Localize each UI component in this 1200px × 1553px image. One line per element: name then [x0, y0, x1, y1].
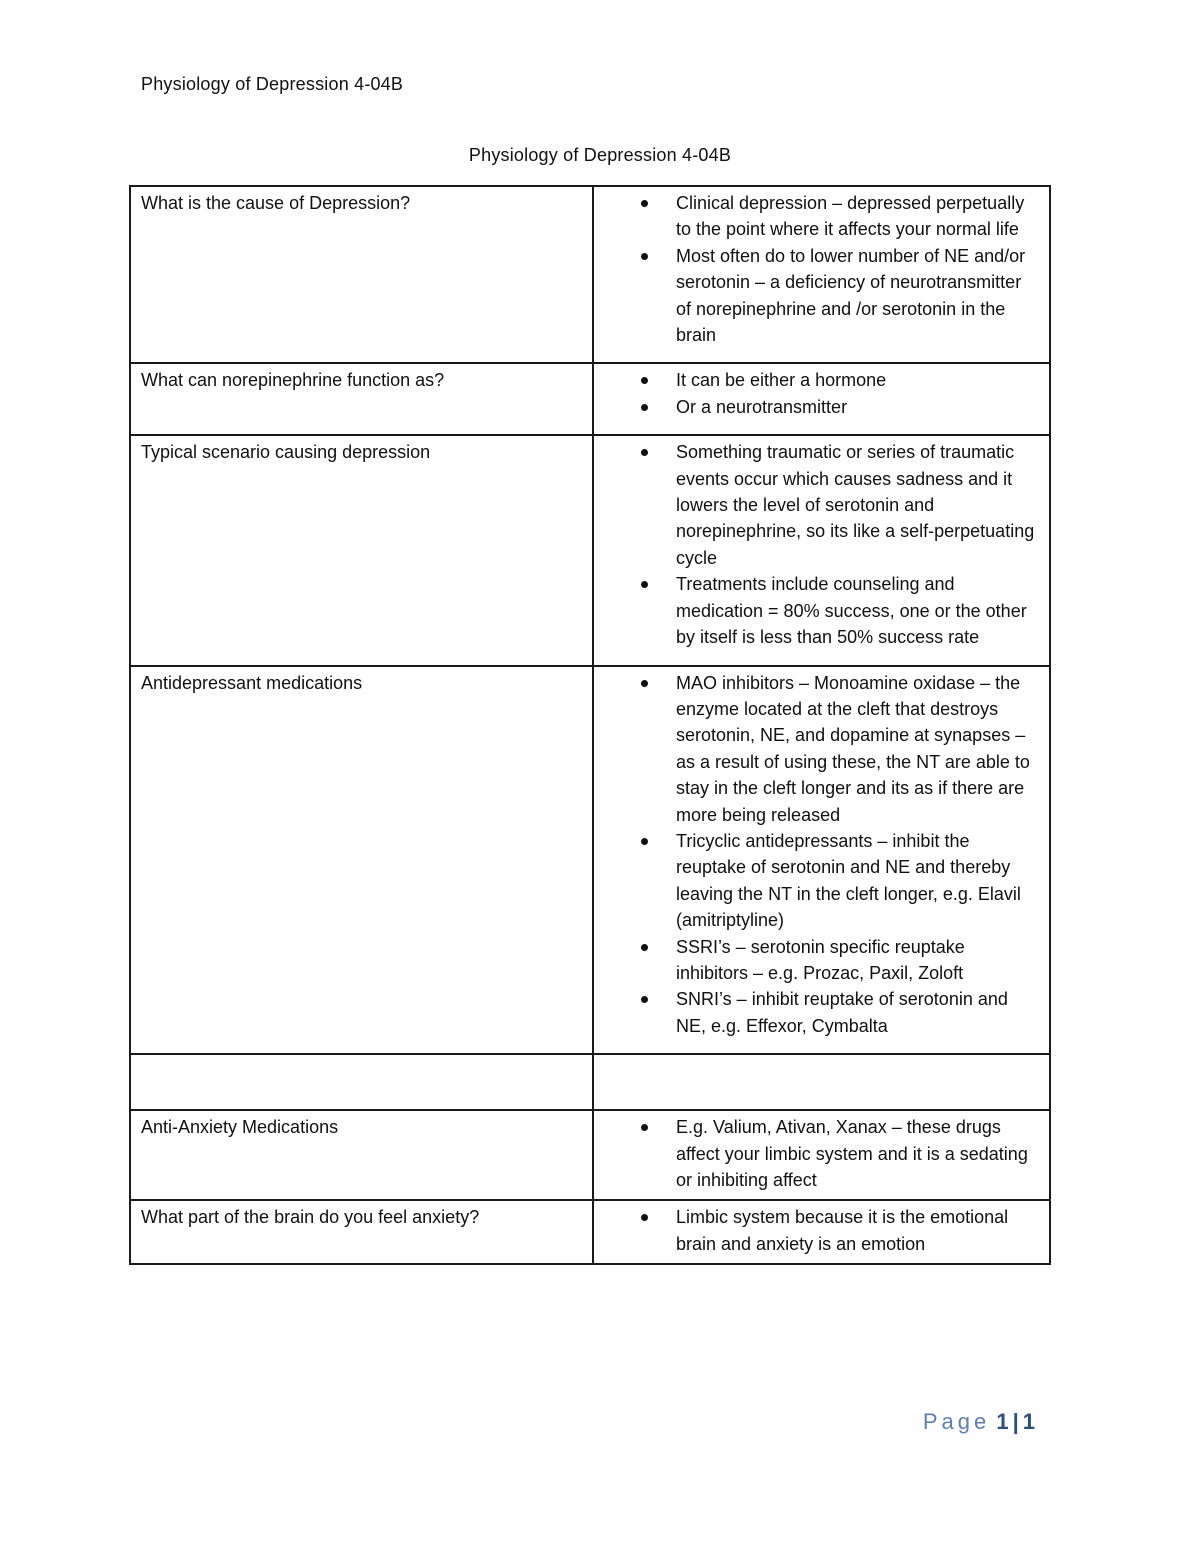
list-item	[594, 670, 1041, 828]
qa-table	[129, 185, 1051, 1265]
list-item	[594, 367, 1041, 393]
answer-text: SSRI’s – serotonin specific reuptake inhibitors – e.g. Prozac, Paxil, Zoloft	[676, 936, 965, 983]
answer-text: Clinical depression – depressed perpetually to the point where it affects your normal life	[676, 193, 1025, 240]
bullet-icon	[641, 404, 648, 411]
question-cell: Anti-Anxiety Medications	[130, 1110, 593, 1200]
bullet-icon	[641, 377, 648, 384]
bullet-icon	[641, 838, 648, 845]
list-item	[594, 190, 1041, 243]
answer-list	[594, 367, 1041, 420]
answer-text: Something traumatic or series of traumatic events occur which causes sadness and it lowers the level of serotonin and norepinephrine, so its like a self-perpetuating cycle	[676, 442, 1035, 568]
answer-text: Most often do to lower number of NE and/or serotonin – a deficiency of neurotransmitter of norepinephrine and /or serotonin in the brain	[676, 245, 1026, 346]
answer-list	[594, 190, 1041, 348]
answer-text: Limbic system because it is the emotional brain and anxiety is an emotion	[676, 1207, 1009, 1254]
current-page-number: 1	[996, 1409, 1009, 1434]
question-cell	[130, 1054, 593, 1110]
answer-list	[594, 1114, 1041, 1193]
list-item	[594, 1114, 1041, 1193]
question-cell: Antidepressant medications	[130, 666, 593, 1055]
page-footer	[923, 1409, 1035, 1435]
answer-list	[594, 439, 1041, 650]
total-pages-number: 1	[1022, 1409, 1035, 1434]
bullet-icon	[641, 1124, 648, 1131]
list-item	[594, 1204, 1041, 1257]
answer-cell	[593, 1054, 1050, 1110]
answer-cell	[593, 1110, 1050, 1200]
answer-text: Or a neurotransmitter	[676, 396, 848, 417]
bullet-icon	[641, 200, 648, 207]
question-cell: What part of the brain do you feel anxiety?	[130, 1200, 593, 1264]
answer-cell	[593, 1200, 1050, 1264]
table-row	[130, 1200, 1050, 1264]
question-cell: Typical scenario causing depression	[130, 435, 593, 665]
bullet-icon	[641, 581, 648, 588]
table-row	[130, 363, 1050, 435]
list-item	[594, 828, 1041, 934]
bullet-icon	[641, 253, 648, 260]
document-title: Physiology of Depression 4-04B	[468, 145, 732, 165]
answer-text: MAO inhibitors – Monoamine oxidase – the enzyme located at the cleft that destroys serotonin, NE, and dopamine at synapses – as a result of using these, the NT are able to stay in the cleft longer and its as if there are more being released	[676, 672, 1030, 825]
bullet-icon	[641, 449, 648, 456]
list-item	[594, 986, 1041, 1039]
table-row-empty	[130, 1054, 1050, 1110]
answer-list	[594, 1204, 1041, 1257]
answer-cell	[593, 666, 1050, 1055]
running-header: Physiology of Depression 4-04B	[141, 74, 404, 94]
list-item	[594, 934, 1041, 987]
answer-cell	[593, 363, 1050, 435]
bullet-icon	[641, 996, 648, 1003]
page-label: Page	[922, 1409, 991, 1434]
question-cell: What is the cause of Depression?	[130, 186, 593, 363]
answer-cell	[593, 186, 1050, 363]
page-separator: |	[1012, 1409, 1019, 1434]
answer-text: Treatments include counseling and medication = 80% success, one or the other by itself is less than 50% success rate	[676, 574, 1027, 648]
list-item	[594, 243, 1041, 349]
answer-cell	[593, 435, 1050, 665]
answer-text: E.g. Valium, Ativan, Xanax – these drugs affect your limbic system and it is a sedating or inhibiting affect	[676, 1117, 1028, 1190]
answer-text: It can be either a hormone	[676, 370, 887, 391]
table-row	[130, 186, 1050, 363]
answer-text: Tricyclic antidepressants – inhibit the reuptake of serotonin and NE and thereby leaving the NT in the cleft longer, e.g. Elavil (amitriptyline)	[676, 830, 1021, 931]
list-item	[594, 439, 1041, 571]
list-item	[594, 394, 1041, 420]
bullet-icon	[641, 680, 648, 687]
answer-text: SNRI’s – inhibit reuptake of serotonin and NE, e.g. Effexor, Cymbalta	[676, 989, 1008, 1036]
answer-list	[594, 670, 1041, 1040]
list-item	[594, 571, 1041, 650]
table-row	[130, 435, 1050, 665]
table-row	[130, 1110, 1050, 1200]
question-cell: What can norepinephrine function as?	[130, 363, 593, 435]
bullet-icon	[641, 944, 648, 951]
table-row	[130, 666, 1050, 1055]
bullet-icon	[641, 1214, 648, 1221]
